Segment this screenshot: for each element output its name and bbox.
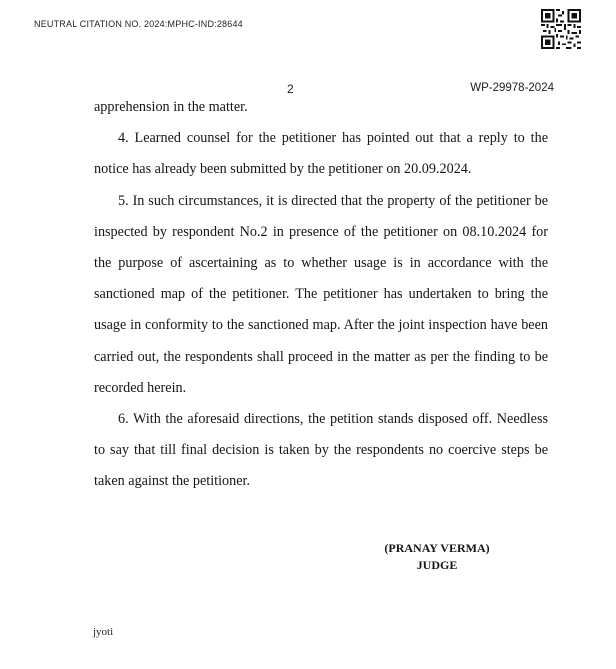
judge-signature-block [362, 540, 512, 574]
page-number: 2 [287, 82, 294, 96]
judge-name: (PRANAY VERMA) [384, 541, 490, 555]
neutral-citation: NEUTRAL CITATION NO. 2024:MPHC-IND:28644 [34, 19, 243, 29]
qr-code-icon [541, 9, 581, 49]
order-body [94, 92, 548, 498]
typist-initials: jyoti [93, 626, 114, 638]
continuation-line: apprehension in the matter. [94, 99, 248, 115]
paragraph-6: 6. With the aforesaid directions, the petition stands disposed off. Needless to say that till final decision is taken by the respondents no coercive steps be taken against the petitioner. [94, 411, 548, 490]
case-number: WP-29978-2024 [470, 82, 554, 94]
paragraph-5: 5. In such circumstances, it is directed that the property of the petitioner be inspected by respondent No.2 in presence of the petitioner on 08.10.2024 for the purpose of ascertaining as to whether usage is in accordance with the sanctioned map of the petitioner. The petitioner has undertaken to bring the usage in conformity to the sanctioned map. After the joint inspection have been carried out, the respondents shall proceed in the matter as per the finding to be recorded herein. [94, 192, 548, 396]
paragraph-4: 4. Learned counsel for the petitioner has pointed out that a reply to the notice has already been submitted by the petitioner on 20.09.2024. [94, 130, 548, 178]
judge-title: JUDGE [416, 558, 458, 572]
